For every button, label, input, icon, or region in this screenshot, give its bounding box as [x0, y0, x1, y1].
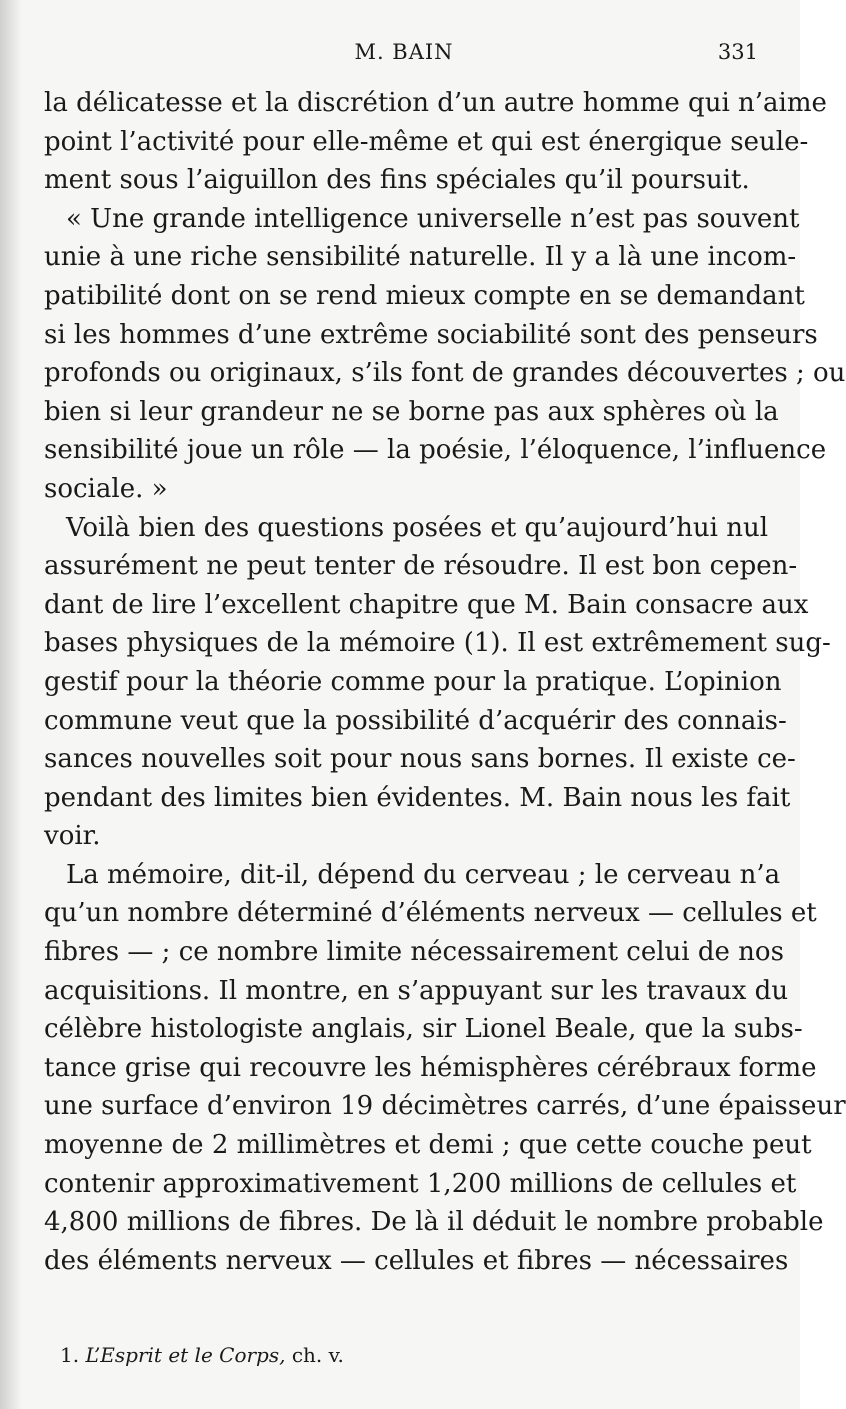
text-line: célèbre histologiste anglais, sir Lionel Beale, que la subs- [44, 1014, 803, 1045]
text-line: pendant des limites bien évidentes. M. Bain nous les fait [44, 782, 791, 813]
text-line: contenir approximativement 1,200 millions de cellules et [44, 1168, 797, 1199]
text-line: moyenne de 2 millimètres et demi ; que cette couche peut [44, 1130, 812, 1161]
footnote-title: L’Esprit et le Corps, [85, 1343, 286, 1367]
binding-shadow [0, 0, 22, 1409]
text-line: patibilité dont on se rend mieux compte en se demandant [44, 280, 805, 311]
text-line: « Une grande intelligence universelle n’est pas souvent [66, 203, 800, 234]
text-line: bases physiques de la mémoire (1). Il est extrêmement sug- [44, 628, 831, 659]
text-line: tance grise qui recouvre les hémisphères cérébraux forme [44, 1052, 817, 1083]
text-line: commune veut que la possibilité d’acquérir des connais- [44, 705, 787, 736]
body-text [44, 84, 846, 1280]
text-line: Voilà bien des questions posées et qu’aujourd’hui nul [66, 512, 769, 543]
text-line: dant de lire l’excellent chapitre que M. Bain consacre aux [44, 589, 809, 620]
page-number: 331 [717, 40, 758, 64]
text-line: sensibilité joue un rôle — la poésie, l’éloquence, l’influence [44, 435, 827, 466]
text-line: unie à une riche sensibilité naturelle. Il y a là une incom- [44, 242, 797, 273]
text-line: la délicatesse et la discrétion d’un autre homme qui n’aime [44, 88, 827, 118]
footnote [60, 1342, 344, 1368]
text-line: une surface d’environ 19 décimètres carrés, d’une épaisseur [44, 1091, 846, 1122]
text-line: fibres — ; ce nombre limite nécessairement celui de nos [44, 937, 784, 968]
text-line: sociale. » [44, 473, 168, 504]
running-head [44, 40, 764, 74]
text-line: qu’un nombre déterminé d’éléments nerveux — cellules et [44, 898, 817, 929]
text-line: bien si leur grandeur ne se borne pas aux sphères où la [44, 396, 779, 427]
text-line: assurément ne peut tenter de résoudre. Il est bon cepen- [44, 551, 798, 582]
text-line: La mémoire, dit-il, dépend du cerveau ; le cerveau n’a [66, 859, 781, 890]
running-title: M. BAIN [354, 40, 454, 64]
text-line: acquisitions. Il montre, en s’appuyant sur les travaux du [44, 975, 789, 1006]
text-line: gestif pour la théorie comme pour la pratique. L’opinion [44, 666, 782, 697]
text-line: des éléments nerveux — cellules et fibres — nécessaires [44, 1245, 789, 1276]
text-line: point l’activité pour elle-même et qui est énergique seule- [44, 126, 809, 157]
text-line: profonds ou originaux, s’ils font de grandes découvertes ; ou [44, 358, 846, 389]
text-line: si les hommes d’une extrême sociabilité sont des penseurs [44, 319, 818, 350]
text-line: ment sous l’aiguillon des fins spéciales qu’il poursuit. [44, 165, 750, 196]
footnote-reference: ch. v. [291, 1343, 344, 1367]
text-line: sances nouvelles soit pour nous sans bornes. Il existe ce- [44, 744, 796, 775]
text-line: voir. [44, 821, 101, 852]
text-line: 4,800 millions de fibres. De là il déduit le nombre probable [44, 1207, 824, 1238]
footnote-number: 1. [60, 1343, 80, 1367]
